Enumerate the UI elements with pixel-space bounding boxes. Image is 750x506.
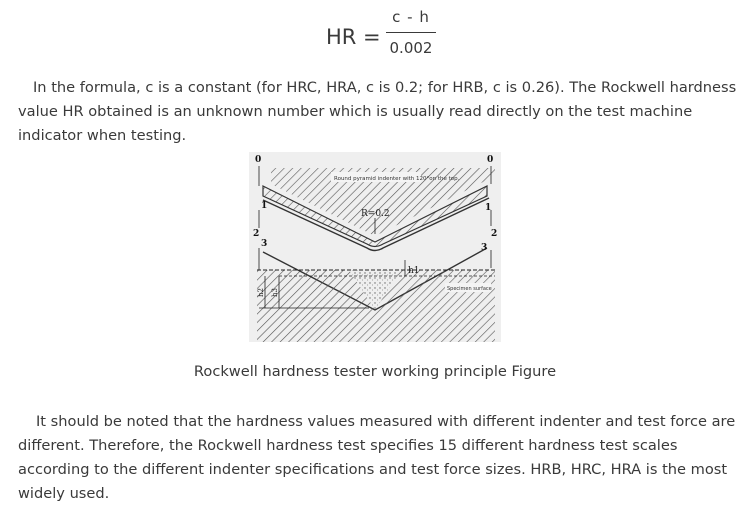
indenter-label: Round pyramid indenter with 120°on the top. bbox=[334, 176, 460, 182]
formula-lhs: HR = bbox=[326, 25, 381, 49]
radius-label: R=0.2 bbox=[361, 209, 390, 219]
formula-denominator: 0.002 bbox=[389, 39, 433, 57]
left-mark-0: 0 bbox=[255, 155, 262, 165]
right-mark-3: 3 bbox=[481, 243, 488, 253]
h1-label: h1 bbox=[408, 266, 420, 276]
right-mark-1: 1 bbox=[485, 203, 492, 213]
left-mark-1: 1 bbox=[261, 201, 268, 211]
rockwell-diagram bbox=[249, 152, 501, 342]
h3-label: h3 bbox=[271, 288, 279, 297]
left-mark-3: 3 bbox=[261, 239, 268, 249]
formula-fraction bbox=[386, 6, 436, 59]
paragraph-test-scales: It should be noted that the hardness values measured with different indenter and test force are different. Therefore, the Rockwell hardness test specifies 15 different hardness test scales according to the different indenter specifications and test force sizes. HRB, HRC, HRA is the most widely used. bbox=[18, 413, 736, 502]
fraction-bar bbox=[386, 32, 436, 33]
surface-label: Specimen surface bbox=[447, 286, 492, 292]
right-mark-2: 2 bbox=[491, 229, 498, 239]
rockwell-principle-figure bbox=[249, 152, 501, 342]
left-mark-2: 2 bbox=[253, 229, 260, 239]
h2-label: h2 bbox=[257, 288, 265, 297]
paragraph-formula-explanation: In the formula, c is a constant (for HRC, HRA, c is 0.2; for HRB, c is 0.26). The Rockwell hardness value HR obtained is an unknown number which is usually read directly on the test machine indicator when testing. bbox=[18, 79, 737, 144]
right-mark-0: 0 bbox=[487, 155, 494, 165]
figure-caption: Rockwell hardness tester working principle Figure bbox=[193, 363, 557, 380]
formula-numerator: c - h bbox=[392, 8, 430, 26]
